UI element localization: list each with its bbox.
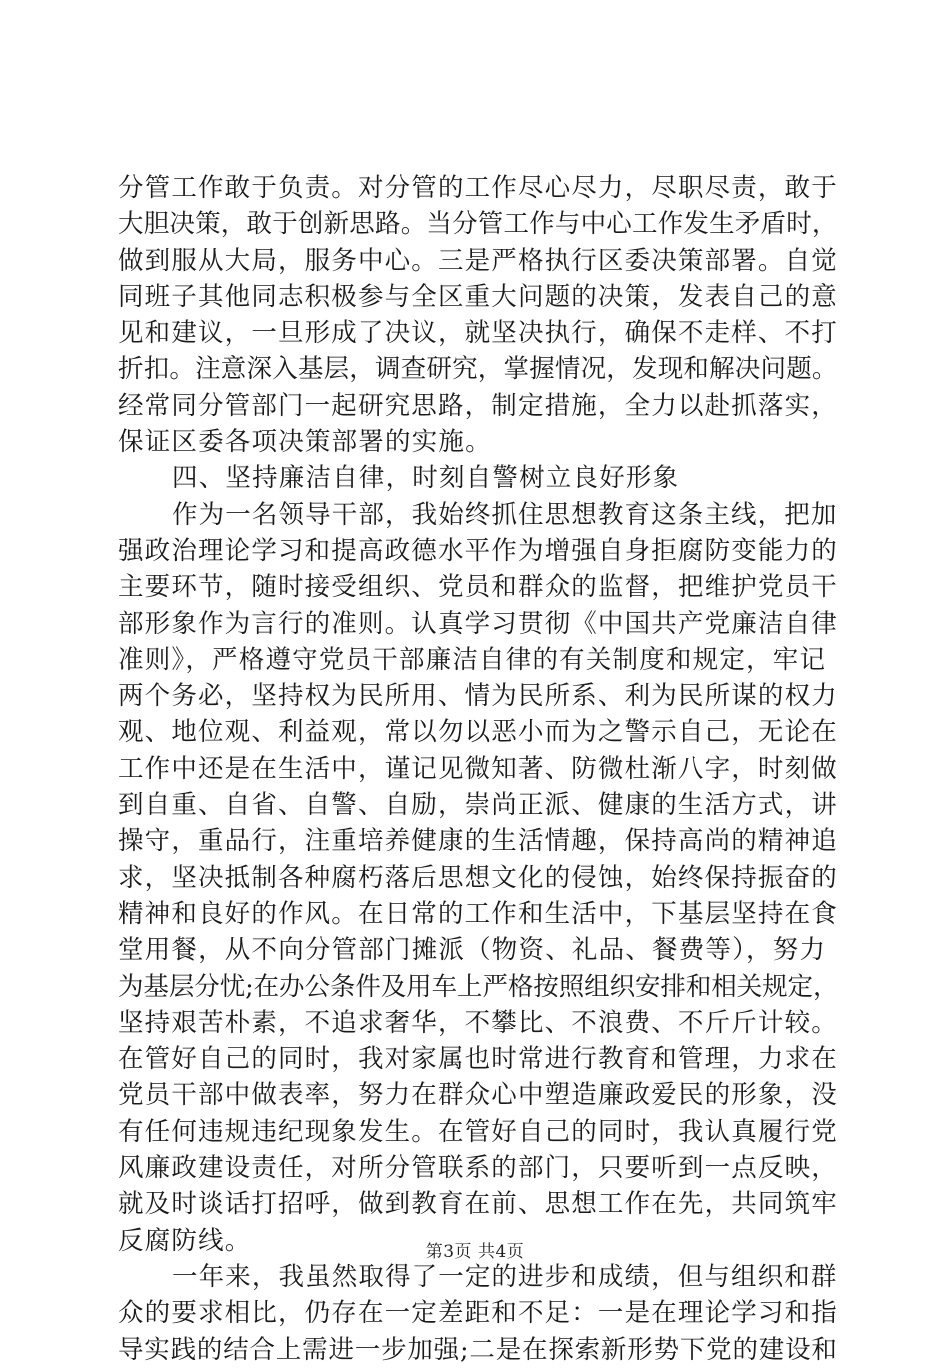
- text-line: 导实践的结合上需进一步加强;二是在探索新形势下党的建设和: [118, 1334, 838, 1365]
- text-line: 大胆决策，敢于创新思路。当分管工作与中心工作发生矛盾时，: [118, 209, 838, 240]
- text-line: 作为一名领导干部，我始终抓住思想教育这条主线，把加: [172, 499, 838, 530]
- text-line: 为基层分忧;在办公条件及用车上严格按照组织安排和相关规定，: [118, 971, 839, 1002]
- text-line: 观、地位观、利益观，常以勿以恶小而为之警示自己，无论在: [118, 717, 838, 748]
- text-line: 保证区委各项决策部署的实施。: [118, 427, 492, 458]
- text-line: 有任何违规违纪现象发生。在管好自己的同时，我认真履行党: [118, 1116, 838, 1147]
- text-line: 分管工作敢于负责。对分管的工作尽心尽力，尽职尽责，敢于: [118, 173, 838, 203]
- text-line: 同班子其他同志积极参与全区重大问题的决策，发表自己的意: [118, 281, 838, 312]
- text-line: 在管好自己的同时，我对家属也时常进行教育和管理，力求在: [118, 1044, 838, 1075]
- text-line: 一年来，我虽然取得了一定的进步和成绩，但与组织和群: [172, 1261, 838, 1292]
- text-line: 操守，重品行，注重培养健康的生活情趣，保持高尚的精神追: [118, 826, 838, 857]
- text-line: 准则》，严格遵守党员干部廉洁自律的有关制度和规定，牢记: [118, 644, 827, 675]
- text-line: 到自重、自省、自警、自励，崇尚正派、健康的生活方式，讲: [118, 790, 838, 821]
- text-line: 坚持艰苦朴素，不追求奢华，不攀比、不浪费、不斤斤计较。: [118, 1007, 838, 1038]
- text-line: 风廉政建设责任，对所分管联系的部门，只要听到一点反映，: [118, 1153, 838, 1184]
- text-line: 堂用餐，从不向分管部门摊派（物资、礼品、餐费等），努力: [118, 935, 827, 966]
- text-line: 折扣。注意深入基层，调查研究，掌握情况，发现和解决问题。: [118, 354, 838, 385]
- text-line: 主要环节，随时接受组织、党员和群众的监督，把维护党员干: [118, 572, 838, 603]
- text-line: 反腐防线。: [118, 1225, 252, 1256]
- text-line: 强政治理论学习和提高政德水平作为增强自身拒腐防变能力的: [118, 535, 838, 566]
- text-line: 经常同分管部门一起研究思路，制定措施，全力以赴抓落实，: [118, 390, 838, 421]
- text-line: 就及时谈话打招呼，做到教育在前、思想工作在先，共同筑牢: [118, 1189, 838, 1220]
- text-line: 工作中还是在生活中，谨记见微知著、防微杜渐八字，时刻做: [118, 753, 838, 784]
- text-line: 见和建议，一旦形成了决议，就坚决执行，确保不走样、不打: [118, 318, 838, 349]
- page-footer: 第3页 共4页: [425, 1242, 525, 1262]
- text-line: 众的要求相比，仍存在一定差距和不足：一是在理论学习和指: [118, 1298, 838, 1329]
- text-line: 四、坚持廉洁自律，时刻自警树立良好形象: [172, 463, 680, 494]
- text-line: 做到服从大局，服务中心。三是严格执行区委决策部署。自觉: [118, 245, 838, 276]
- text-line: 部形象作为言行的准则。认真学习贯彻《中国共产党廉洁自律: [118, 608, 838, 639]
- text-line: 精神和良好的作风。在日常的工作和生活中，下基层坚持在食: [118, 898, 838, 929]
- document-body: [118, 170, 838, 1368]
- text-line: 求，坚决抵制各种腐朽落后思想文化的侵蚀，始终保持振奋的: [118, 862, 838, 893]
- text-line: 党员干部中做表率，努力在群众心中塑造廉政爱民的形象，没: [118, 1080, 838, 1111]
- text-line: 两个务必，坚持权为民所用、情为民所系、利为民所谋的权力: [118, 681, 838, 712]
